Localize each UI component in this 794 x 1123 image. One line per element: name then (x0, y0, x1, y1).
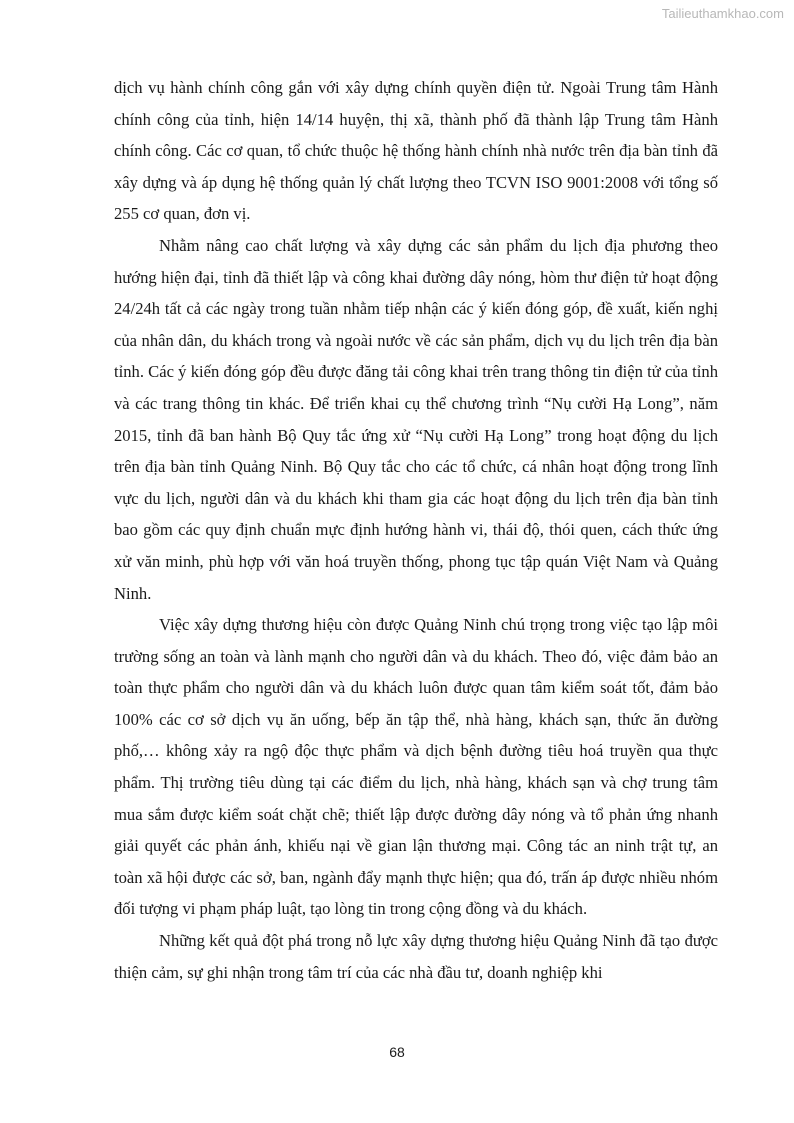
paragraph-1: dịch vụ hành chính công gắn với xây dựng chính quyền điện tử. Ngoài Trung tâm Hành chính công của tỉnh, hiện 14/14 huyện, thị xã, thành phố đã thành lập Trung tâm Hành chính công. Các cơ quan, tổ chức thuộc hệ thống hành chính nhà nước trên địa bàn tỉnh đã xây dựng và áp dụng hệ thống quản lý chất lượng theo TCVN ISO 9001:2008 với tổng số 255 cơ quan, đơn vị. (114, 78, 718, 224)
paragraph-3: Việc xây dựng thương hiệu còn được Quảng Ninh chú trọng trong việc tạo lập môi trường sống an toàn và lành mạnh cho người dân và du khách. Theo đó, việc đảm bảo an toàn thực phẩm cho người dân và du khách luôn được quan tâm kiểm soát tốt, đảm bảo 100% các cơ sở dịch vụ ăn uống, bếp ăn tập thể, nhà hàng, khách sạn, thức ăn đường phố,… không xảy ra ngộ độc thực phẩm và dịch bệnh đường tiêu hoá truyền qua thực phẩm. Thị trường tiêu dùng tại các điểm du lịch, nhà hàng, khách sạn và chợ trung tâm mua sắm được kiểm soát chặt chẽ; thiết lập được đường dây nóng và tổ phản ứng nhanh giải quyết các phản ánh, khiếu nại về gian lận thương mại. Công tác an ninh trật tự, an toàn xã hội được các sở, ban, ngành đẩy mạnh thực hiện; qua đó, trấn áp được nhiều nhóm đối tượng vi phạm pháp luật, tạo lòng tin trong cộng đồng và du khách. (114, 615, 718, 919)
watermark: Tailieuthamkhao.com (661, 6, 784, 21)
document-body (114, 72, 718, 988)
page-number: 68 (389, 1044, 405, 1060)
paragraph-4: Những kết quả đột phá trong nỗ lực xây dựng thương hiệu Quảng Ninh đã tạo được thiện cảm, sự ghi nhận trong tâm trí của các nhà đầu tư, doanh nghiệp khi (114, 931, 718, 982)
paragraph-2: Nhằm nâng cao chất lượng và xây dựng các sản phẩm du lịch địa phương theo hướng hiện đại, tỉnh đã thiết lập và công khai đường dây nóng, hòm thư điện tử hoạt động 24/24h tất cả các ngày trong tuần nhằm tiếp nhận các ý kiến đóng góp, đề xuất, kiến nghị của nhân dân, du khách trong và ngoài nước về các sản phẩm, dịch vụ du lịch trên địa bàn tỉnh. Các ý kiến đóng góp đều được đăng tải công khai trên trang thông tin điện tử của tỉnh và các trang thông tin khác. Để triển khai cụ thể chương trình “Nụ cười Hạ Long”, năm 2015, tỉnh đã ban hành Bộ Quy tắc ứng xử “Nụ cười Hạ Long” trong hoạt động du lịch trên địa bàn tỉnh Quảng Ninh. Bộ Quy tắc cho các tổ chức, cá nhân hoạt động trong lĩnh vực du lịch, người dân và du khách khi tham gia các hoạt động du lịch trên địa bàn tỉnh bao gồm các quy định chuẩn mực định hướng hành vi, thái độ, thói quen, cách thức ứng xử văn minh, phù hợp với văn hoá truyền thống, phong tục tập quán Việt Nam và Quảng Ninh. (114, 235, 718, 603)
